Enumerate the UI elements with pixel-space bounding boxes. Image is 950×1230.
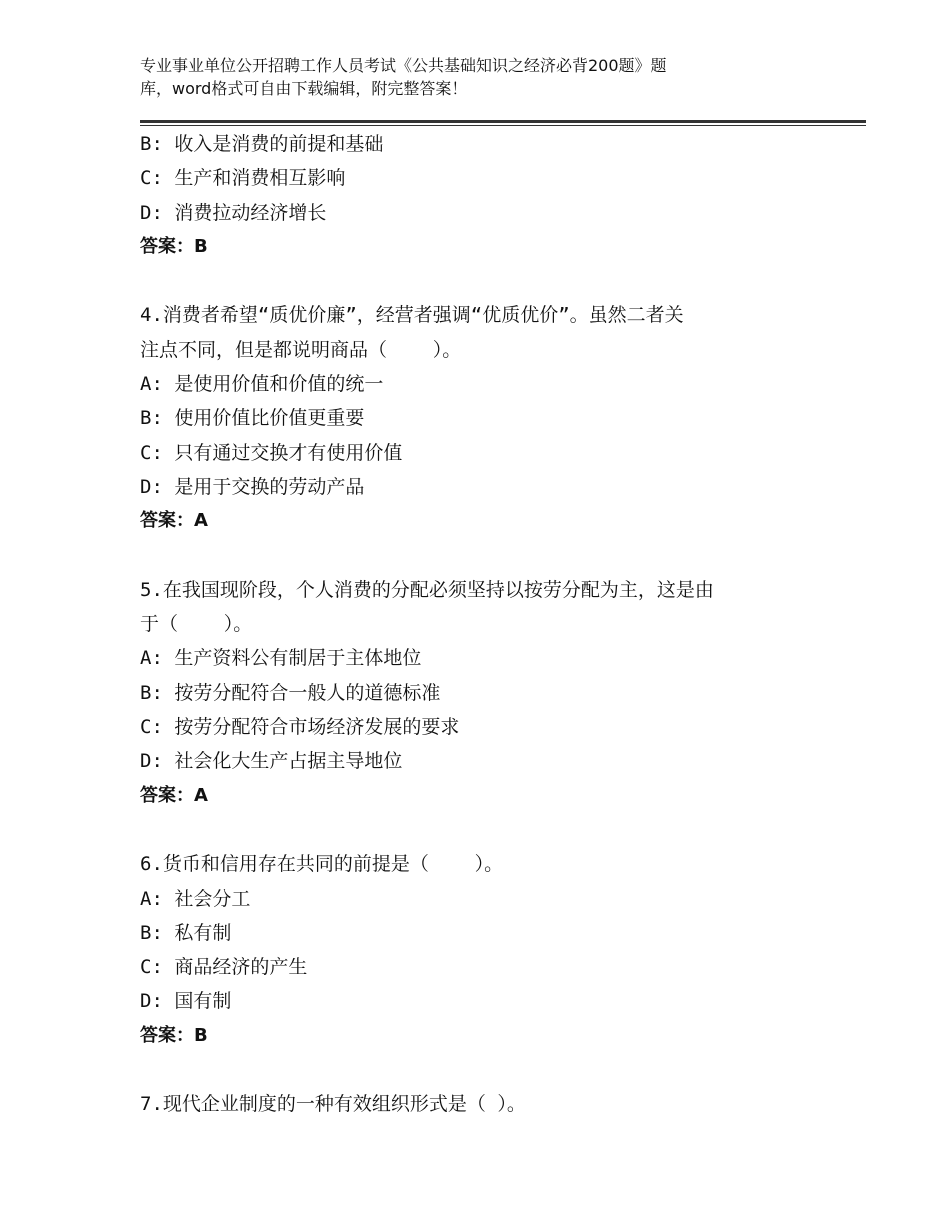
header-line-1: 专业事业单位公开招聘工作人员考试《公共基础知识之经济必背200题》题 xyxy=(140,56,667,75)
option-b: B: 按劳分配符合一般人的道德标准 xyxy=(140,681,441,704)
option-b: B: 私有制 xyxy=(140,921,232,944)
question-7 xyxy=(140,1087,820,1121)
option-a: A: 生产资料公有制居于主体地位 xyxy=(140,647,422,670)
answer: 答案：A xyxy=(140,510,208,532)
header-rule-thin xyxy=(140,125,866,126)
option-c: C: 只有通过交换才有使用价值 xyxy=(140,441,403,464)
question-stem: 注点不同，但是都说明商品（ ）。 xyxy=(140,338,462,361)
document-body xyxy=(140,127,820,1122)
option-d: D: 是用于交换的劳动产品 xyxy=(140,475,365,498)
option-c: C: 按劳分配符合市场经济发展的要求 xyxy=(140,716,460,739)
question-stem: 于（ ）。 xyxy=(140,613,253,636)
question-5 xyxy=(140,573,820,813)
header-rule-thick xyxy=(140,120,866,123)
question-stem: 6.货币和信用存在共同的前提是（ ）。 xyxy=(140,853,504,876)
question-3-tail xyxy=(140,127,820,264)
option-b: B: 收入是消费的前提和基础 xyxy=(140,133,384,155)
question-4 xyxy=(140,298,820,538)
option-c: C: 生产和消费相互影响 xyxy=(140,167,346,190)
option-b: B: 使用价值比价值更重要 xyxy=(140,407,365,430)
question-stem: 5.在我国现阶段，个人消费的分配必须坚持以按劳分配为主，这是由 xyxy=(140,578,714,601)
answer: 答案：A xyxy=(140,784,208,806)
document-header xyxy=(140,54,780,100)
header-line-2: 库，word格式可自由下载编辑，附完整答案！ xyxy=(140,79,468,98)
option-d: D: 社会化大生产占据主导地位 xyxy=(140,750,403,773)
option-c: C: 商品经济的产生 xyxy=(140,956,308,979)
option-a: A: 是使用价值和价值的统一 xyxy=(140,373,384,396)
answer: 答案：B xyxy=(140,235,208,257)
option-d: D: 消费拉动经济增长 xyxy=(140,201,327,224)
question-stem: 7.现代企业制度的一种有效组织形式是（ ）。 xyxy=(140,1093,526,1116)
question-stem: 4.消费者希望“质优价廉”，经营者强调“优质优价”。虽然二者关 xyxy=(140,304,684,327)
option-d: D: 国有制 xyxy=(140,990,232,1013)
answer: 答案：B xyxy=(140,1024,208,1046)
option-a: A: 社会分工 xyxy=(140,887,251,910)
question-6 xyxy=(140,847,820,1053)
